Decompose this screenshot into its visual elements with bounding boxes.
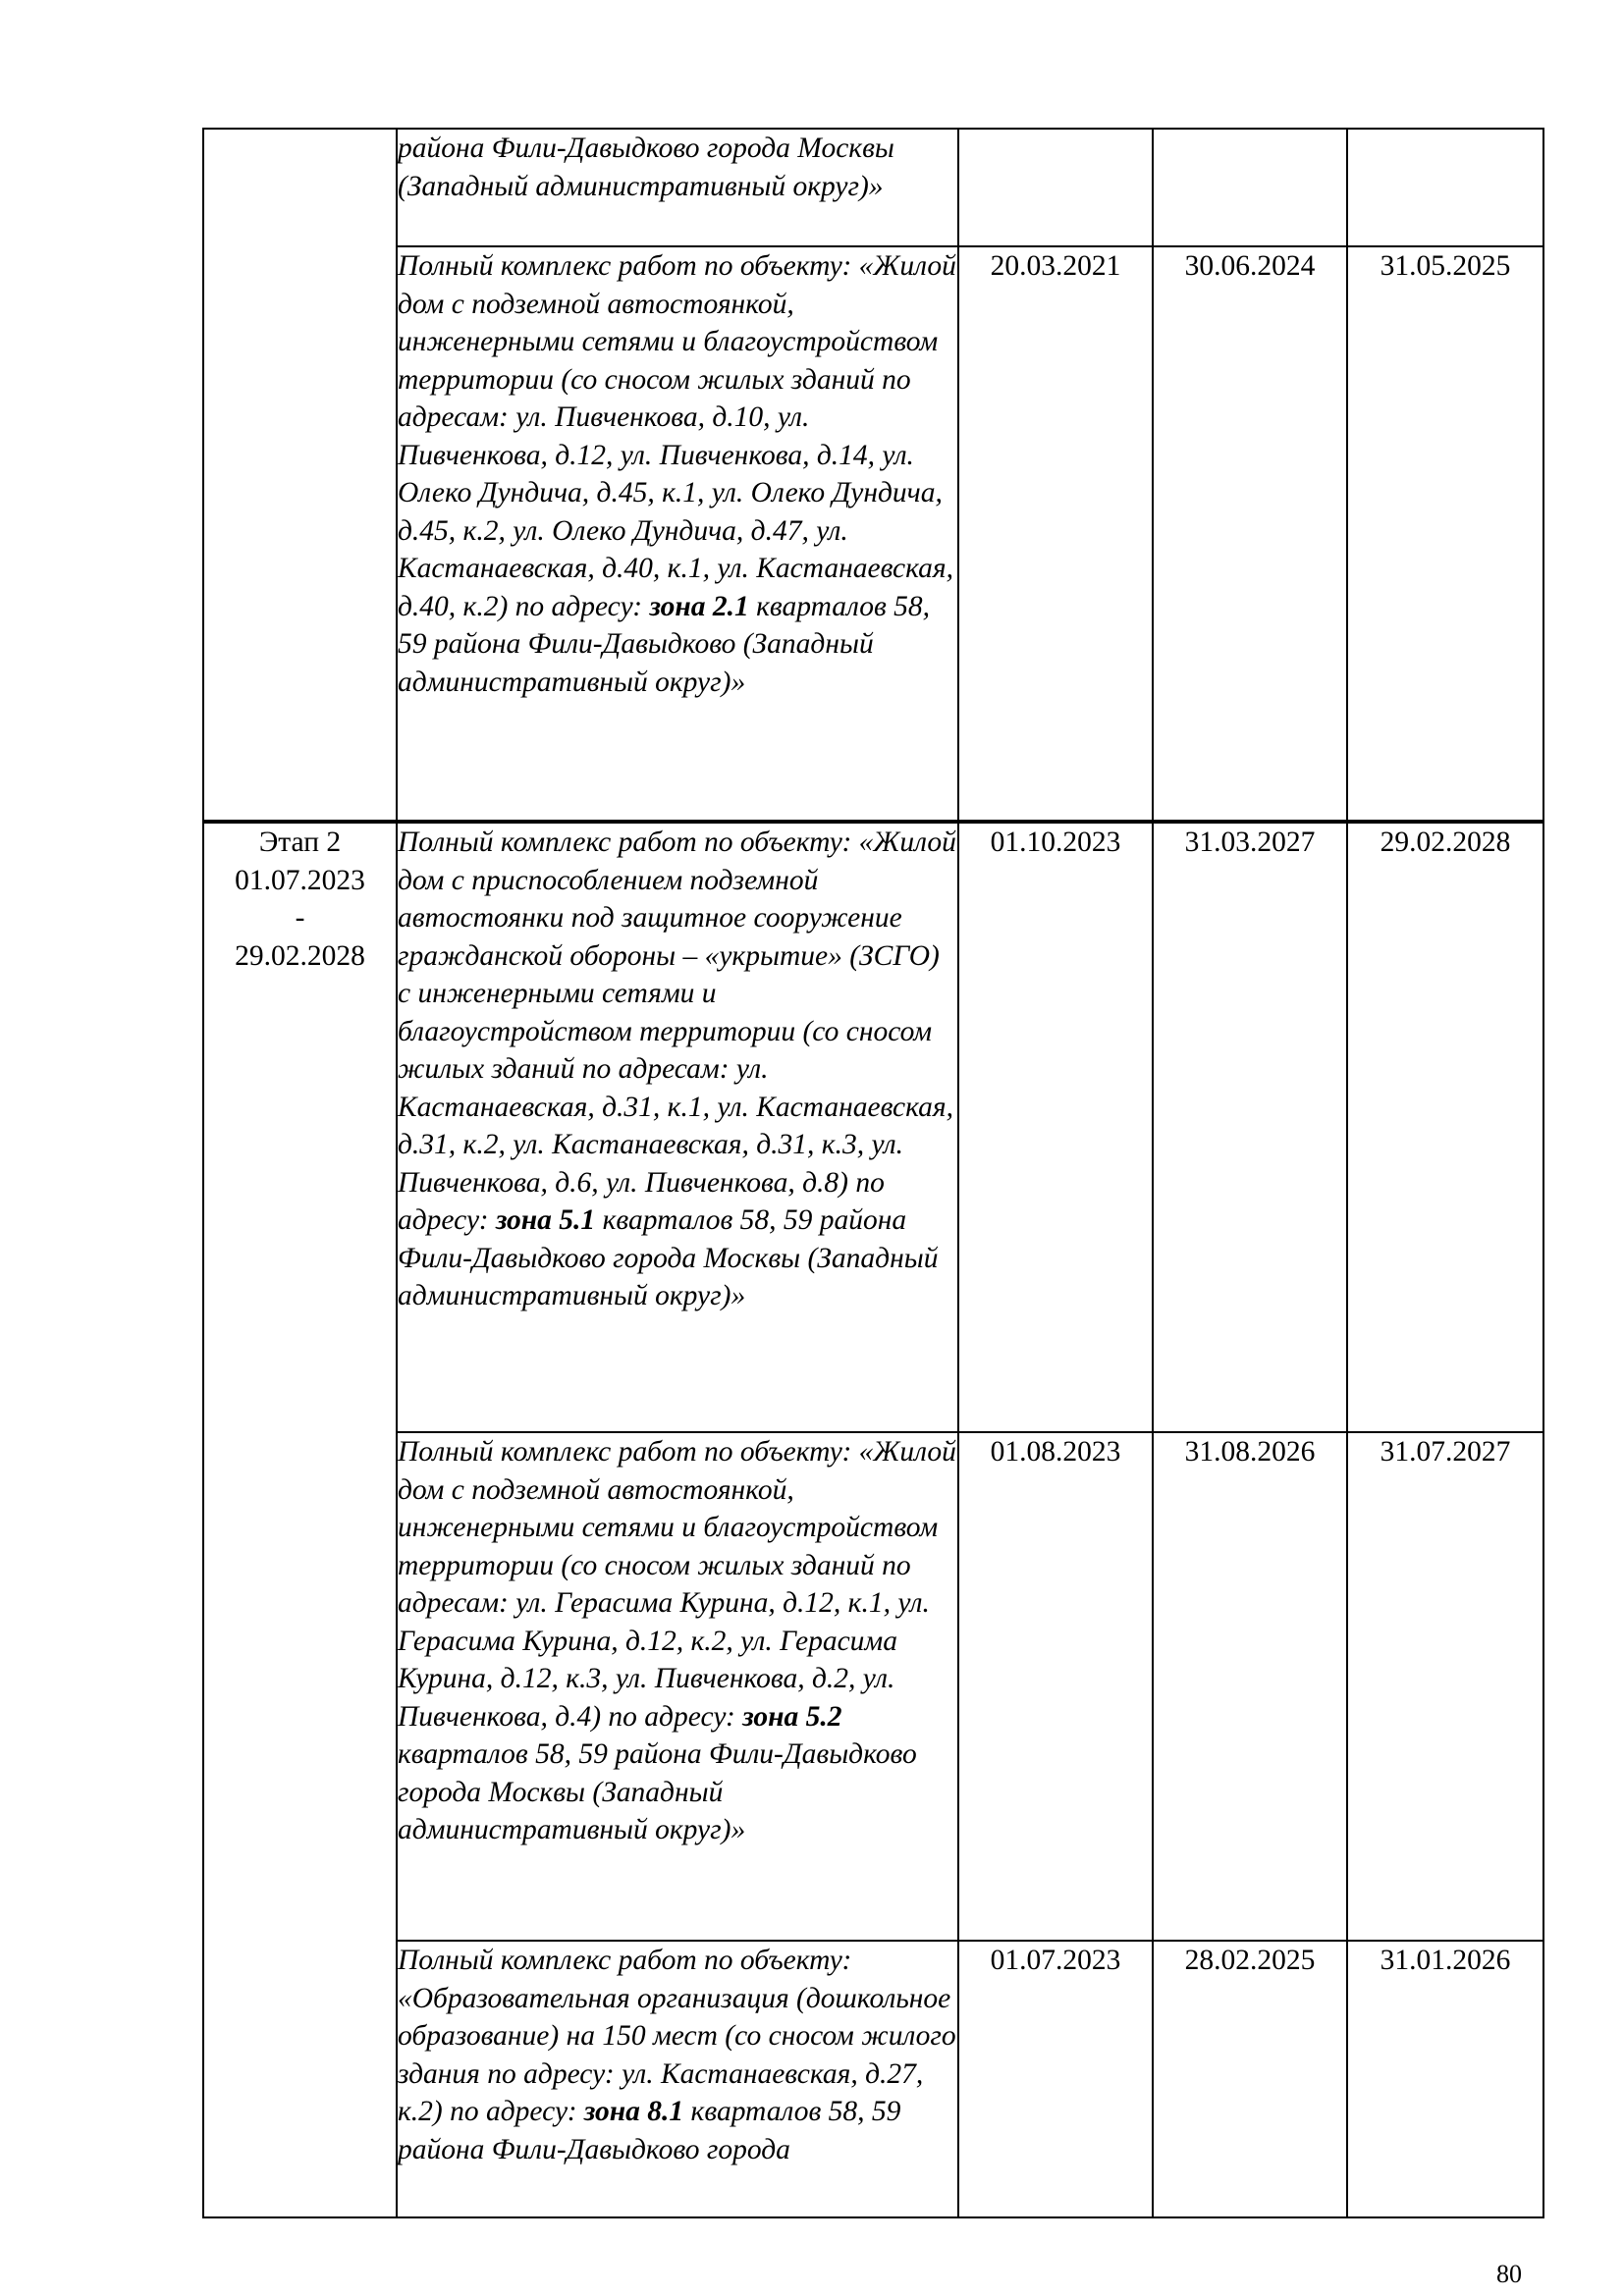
start-date: 01.08.2023 — [958, 1432, 1153, 1941]
start-date: 01.10.2023 — [958, 822, 1153, 1432]
description-text: Полный комплекс работ по объекту: «Образовательная организация (дошкольное образование) на 150 мест (со сносом жилого здания по адресу: ул. Кастанаевская, д.27, к.2) по адресу: — [398, 1945, 956, 2127]
description-text: кварталов 58, 59 района Фили-Давыдково города Москвы (Западный административный округ)» — [398, 1738, 917, 1845]
table-row — [203, 246, 1543, 822]
table-row — [203, 1941, 1543, 2217]
stage-cell-previous — [203, 129, 397, 822]
description-text: кварталов 58, 59 района Фили-Давыдково города Москвы (Западный административный округ)» — [398, 1204, 939, 1311]
start-date: 20.03.2021 — [958, 246, 1153, 822]
description-text: района Фили-Давыдково города Москвы (Западный административный округ)» — [398, 133, 894, 202]
object-description — [397, 1432, 958, 1941]
commissioning-date: 31.05.2025 — [1347, 246, 1543, 822]
table-row — [203, 822, 1543, 1432]
construction-end-date: 30.06.2024 — [1153, 246, 1347, 822]
stage-label: Этап 2 — [258, 827, 342, 858]
construction-end-date: 31.08.2026 — [1153, 1432, 1347, 1941]
object-description — [397, 822, 958, 1432]
stage-start: 01.07.2023 — [235, 864, 365, 896]
description-text: кварталов 58, 59 района Фили-Давыдково города — [398, 2096, 901, 2165]
commissioning-date: 31.07.2027 — [1347, 1432, 1543, 1941]
description-text: кварталов 58, 59 района Фили-Давыдково (Западный административный округ)» — [398, 590, 931, 698]
construction-end-date — [1153, 129, 1347, 246]
commissioning-date — [1347, 129, 1543, 246]
schedule-table — [202, 128, 1544, 2218]
stage-separator: - — [295, 902, 305, 934]
construction-end-date: 31.03.2027 — [1153, 822, 1347, 1432]
commissioning-date: 31.01.2026 — [1347, 1941, 1543, 2217]
start-date: 01.07.2023 — [958, 1941, 1153, 2217]
construction-end-date: 28.02.2025 — [1153, 1941, 1347, 2217]
description-text: Полный комплекс работ по объекту: «Жилой дом с приспособлением подземной автостоянки под защитное сооружение гражданской обороны – «укрытие» (ЗСГО) с инженерными сетями и благоустройством территории (со сносом жилых зданий по адресам: ул. Кастанаевская, д.31, к.1, ул. Кастанаевская, д.31, к.2, ул. Кастанаевская, д.31, к.3, ул. Пивченкова, д.6, ул. Пивченкова, д.8) по адресу: — [398, 827, 956, 1236]
object-description — [397, 129, 958, 246]
table-row — [203, 129, 1543, 246]
zone-label: зона 5.2 — [742, 1700, 842, 1733]
start-date — [958, 129, 1153, 246]
description-text: Полный комплекс работ по объекту: «Жилой дом с подземной автостоянкой, инженерными сетями и благоустройством территории (со сносом жилых зданий по адресам: ул. Герасима Курина, д.12, к.1, ул. Герасима Курина, д.12, к.2, ул. Герасима Курина, д.12, к.3, ул. Пивченкова, д.2, ул. Пивченкова, д.4) по адресу: — [398, 1436, 956, 1733]
zone-label: зона 5.1 — [495, 1204, 596, 1236]
commissioning-date: 29.02.2028 — [1347, 822, 1543, 1432]
table-row — [203, 1432, 1543, 1941]
zone-label: зона 2.1 — [649, 590, 749, 622]
object-description — [397, 246, 958, 822]
stage-cell — [203, 822, 397, 2217]
page-number: 80 — [1496, 2260, 1522, 2288]
zone-label: зона 8.1 — [583, 2096, 684, 2127]
object-description — [397, 1941, 958, 2217]
description-text: Полный комплекс работ по объекту: «Жилой дом с подземной автостоянкой, инженерными сетями и благоустройством территории (со сносом жилых зданий по адресам: ул. Пивченкова, д.10, ул. Пивченкова, д.12, ул. Пивченкова, д.14, ул. Олеко Дундича, д.45, к.1, ул. Олеко Дундича, д.45, к.2, ул. Олеко Дундича, д.47, ул. Кастанаевская, д.40, к.1, ул. Кастанаевская, д.40, к.2) по адресу: — [398, 250, 956, 622]
stage-end: 29.02.2028 — [235, 939, 365, 972]
